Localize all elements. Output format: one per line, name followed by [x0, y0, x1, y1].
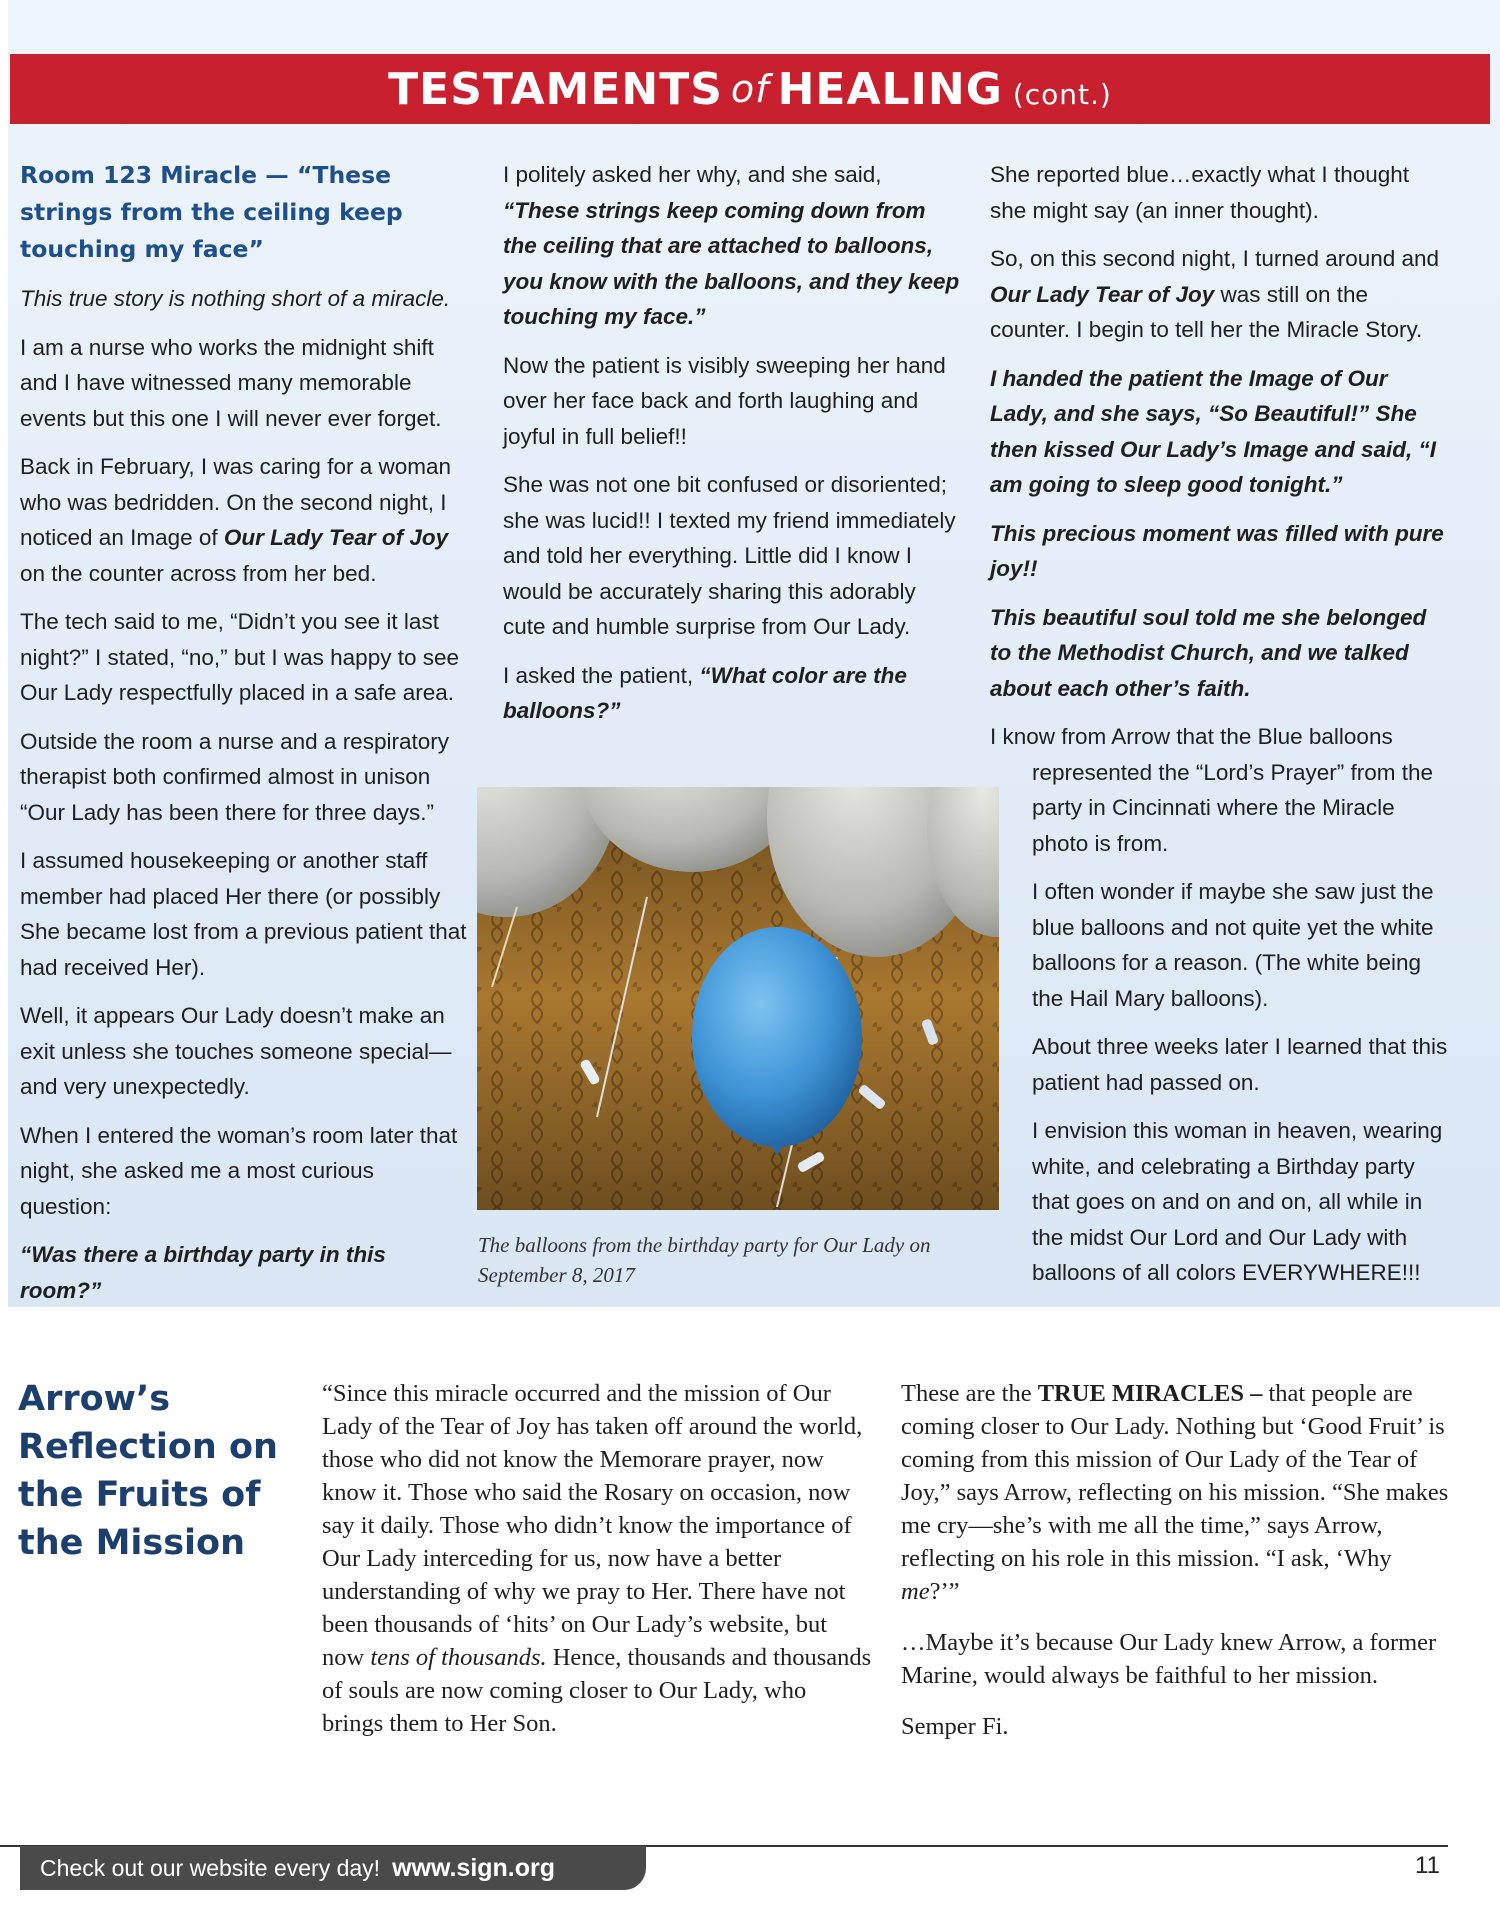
story-intro: This true story is nothing short of a miracle. — [20, 286, 451, 311]
text-run: me — [901, 1578, 930, 1605]
text-run: I politely asked her why, and she said, — [503, 162, 882, 187]
text-run: that people are coming closer to Our Lady. Nothing but ‘Good Fruit’ is coming from this mission of Our Lady of the Tear of Joy,” says Arrow, reflecting on his mission. “She makes me cry—she’s with me all the time,” says Arrow, reflecting on his role in this mission. “I ask, ‘Why — [901, 1380, 1449, 1572]
footer-banner — [20, 1846, 646, 1890]
reflection-paragraph: Semper Fi. — [901, 1713, 1009, 1740]
reflection-paragraph — [901, 1377, 1456, 1608]
story-paragraph: She was not one bit confused or disoriented; she was lucid!! I texted my friend immediately and told her everything. Little did I know I would be accurately sharing this adorably cute and humble surprise from Our Lady. — [503, 472, 956, 639]
section-header — [10, 54, 1490, 124]
text-run: TRUE MIRACLES – — [1037, 1380, 1263, 1407]
story-title: Room 123 Miracle — “These strings from the ceiling keep touching my face” — [20, 161, 403, 263]
story-column-3 — [990, 157, 1450, 1304]
balloons-illustration — [477, 787, 999, 1210]
story-column-1 — [20, 157, 470, 1321]
story-paragraph: I handed the patient the Image of Our Lady, and she says, “So Beautiful!” She then kissed Our Lady’s Image and said, “I am going to sleep good tonight.” — [990, 365, 1436, 497]
story-paragraph: I know from Arrow that the Blue balloons represented the “Lord’s Prayer” from the party in Cincinnati where the Miracle photo is from. — [990, 724, 1434, 856]
header-cont: (cont.) — [1012, 77, 1112, 111]
text-run: So, on this second night, I turned around and — [990, 246, 1440, 271]
reflection-paragraph — [322, 1377, 872, 1740]
header-word-testaments: TESTAMENTS — [388, 63, 723, 115]
website-link[interactable]: www.sign.org — [392, 1853, 556, 1882]
story-paragraph: I am a nurse who works the midnight shift and I have witnessed many memorable events but this one I will never ever forget. — [20, 334, 442, 431]
story-paragraph — [503, 157, 963, 335]
story-paragraph: This beautiful soul told me she belonged to the Methodist Church, and we talked about each other’s faith. — [990, 604, 1427, 701]
text-run: Our Lady Tear of Joy — [990, 281, 1215, 307]
text-run: was still on the counter. I begin to tell her the Miracle Story. — [990, 281, 1423, 342]
text-run: ?’” — [929, 1578, 960, 1605]
story-paragraph: Well, it appears Our Lady doesn’t make an exit unless she touches someone special—and very unexpectedly. — [20, 1003, 452, 1099]
text-run: “What color are the balloons?” — [503, 662, 907, 723]
text-run: “These strings keep coming down from the ceiling that are attached to balloons, you know with the balloons, and they keep touching my face.” — [503, 197, 960, 329]
story-paragraph: Outside the room a nurse and a respiratory therapist both confirmed almost in unison “Our Lady has been there for three days.” — [20, 728, 449, 825]
balloons-photo — [477, 787, 999, 1210]
text-run: Hence, thousands and thousands of souls are now coming closer to Our Lady, who brings them to Her Son. — [322, 1644, 872, 1737]
text-run: These are the — [901, 1380, 1038, 1407]
photo-caption: The balloons from the birthday party for Our Lady on September 8, 2017 — [478, 1233, 931, 1287]
text-run: “Since this miracle occurred and the mission of Our Lady of the Tear of Joy has taken off around the world, those who did not know the Memorare prayer, now know it. Those who said the Rosary on occasion, now say it daily. Those who didn’t know the importance of Our Lady interceding for us, now have a better understanding of why we pray to Her. There have not been thousands of ‘hits’ on Our Lady’s website, but now — [322, 1380, 863, 1671]
story-paragraph: Now the patient is visibly sweeping her hand over her face back and forth laughing and joyful in full belief!! — [503, 352, 946, 449]
reflection-title: Arrow’s Reflection on the Fruits of the Mission — [18, 1379, 278, 1563]
header-word-of: of — [730, 67, 770, 111]
header-word-healing: HEALING — [777, 63, 1003, 115]
story-paragraph — [503, 658, 963, 729]
story-paragraph: I envision this woman in heaven, wearing white, and celebrating a Birthday party that goes on and on and on, all while in the midst Our Lord and Our Lady with balloons of all colors EVERYWHERE!!! — [1032, 1118, 1443, 1285]
reflection-column-2 — [901, 1377, 1456, 1761]
story-paragraph: The tech said to me, “Didn’t you see it last night?” I stated, “no,” but I was happy to see Our Lady respectfully placed in a safe area. — [20, 609, 460, 705]
story-quote: “Was there a birthday party in this room?” — [20, 1242, 386, 1303]
story-paragraph: When I entered the woman’s room later that night, she asked me a most curious question: — [20, 1122, 458, 1219]
story-paragraph: I assumed housekeeping or another staff member had placed Her there (or possibly She became lost from a previous patient that had received Her). — [20, 848, 467, 980]
text-run: I asked the patient, — [503, 662, 700, 688]
story-paragraph: About three weeks later I learned that this patient had passed on. — [1032, 1034, 1448, 1095]
text-run: on the counter across from her bed. — [20, 560, 377, 586]
story-paragraph: She reported blue…exactly what I thought she might say (an inner thought). — [990, 162, 1410, 223]
story-paragraph: This precious moment was filled with pure joy!! — [990, 520, 1444, 581]
text-run: Back in February, I was caring for a woman who was bedridden. On the second night, I noticed an Image of — [20, 454, 452, 550]
text-run: tens of thousands. — [370, 1644, 547, 1671]
story-column-2 — [503, 157, 963, 742]
story-paragraph: I often wonder if maybe she saw just the blue balloons and not quite yet the white balloons for a reason. (The white being the Hail Mary balloons). — [1032, 879, 1434, 1011]
reflection-paragraph: …Maybe it’s because Our Lady knew Arrow, a former Marine, would always be faithful to her mission. — [901, 1629, 1437, 1689]
story-paragraph — [990, 241, 1450, 348]
reflection-column-1 — [322, 1377, 872, 1758]
page-number: 11 — [1415, 1852, 1440, 1879]
text-run: Our Lady Tear of Joy — [223, 525, 449, 550]
story-paragraph — [20, 449, 470, 591]
footer-text: Check out our website every day! — [40, 1854, 381, 1881]
